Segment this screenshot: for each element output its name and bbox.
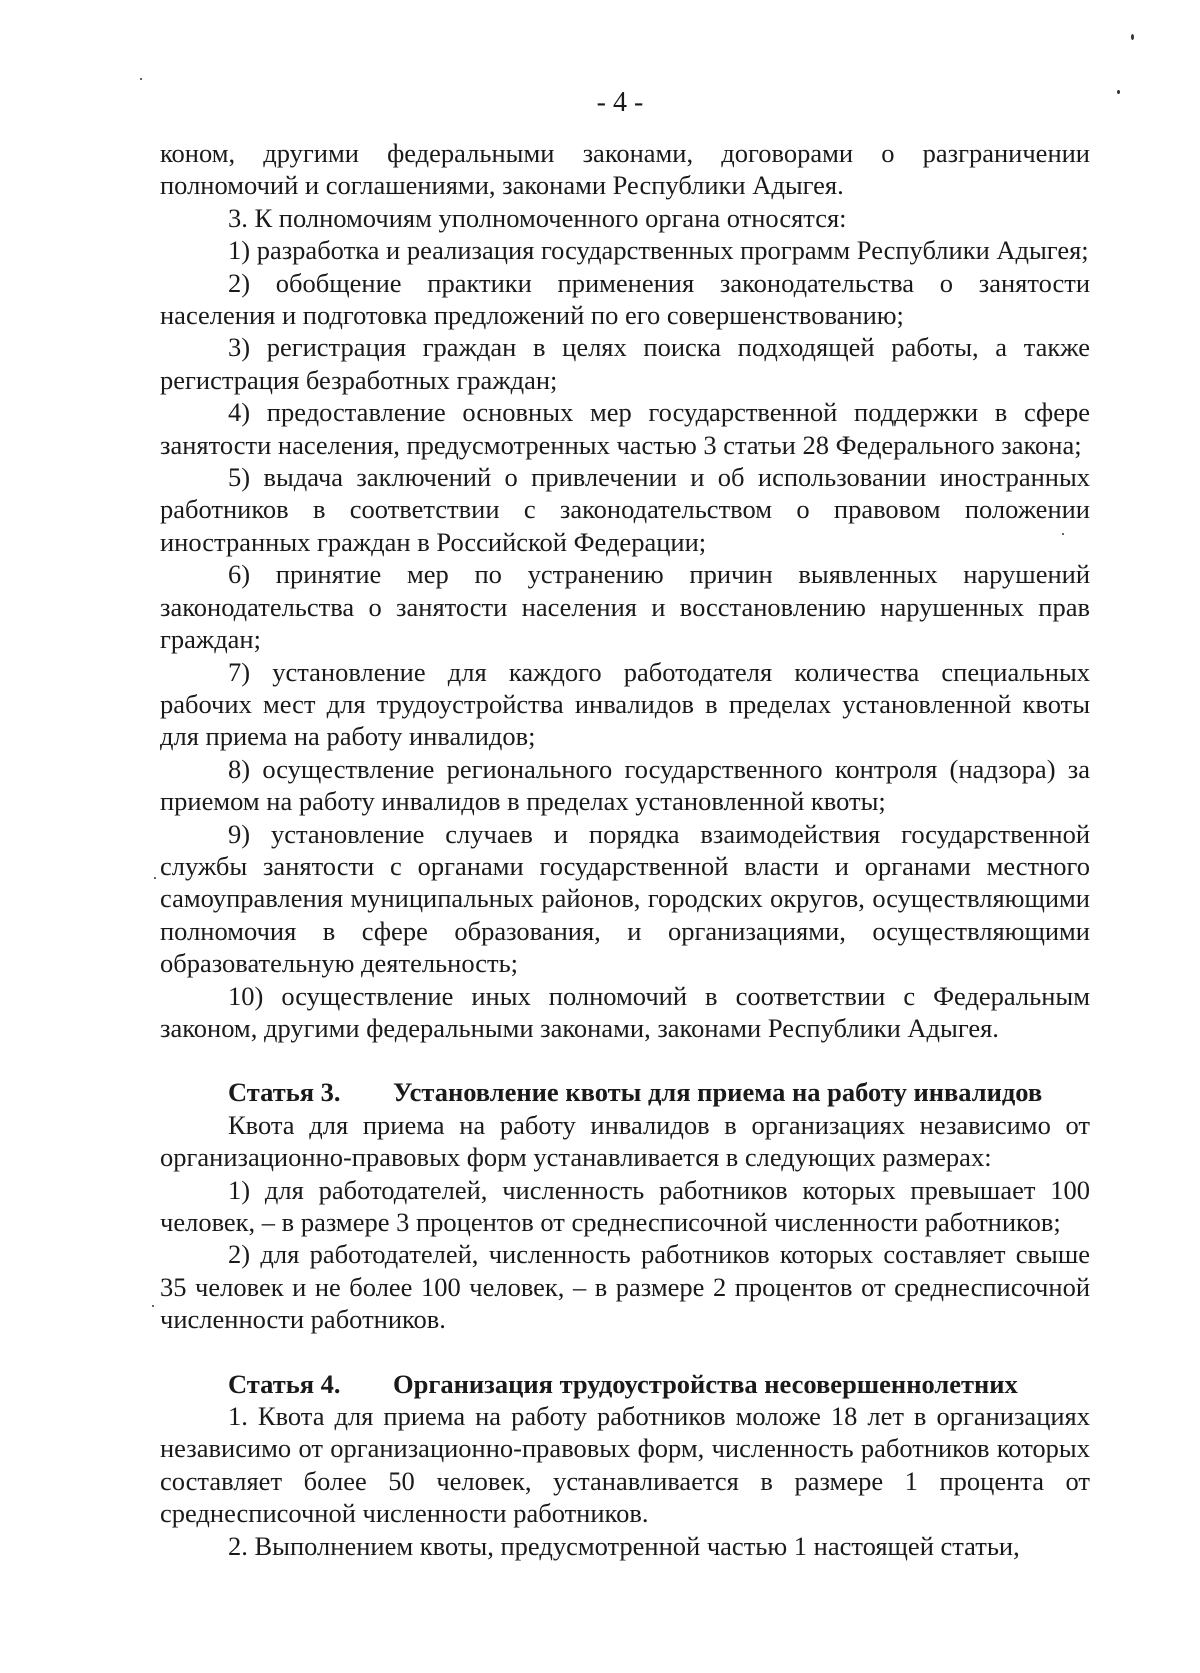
page-number: - 4 - (596, 87, 644, 118)
paragraph: 6) принятие мер по устранению причин выявленных нарушений законодательства о занятости населения и восстановлению нарушенных прав граждан; (160, 559, 1090, 655)
paragraph: 4) предоставление основных мер государственной поддержки в сфере занятости населения, предусмотренных частью 3 статьи 28 Федерального закона; (160, 397, 1090, 460)
paragraph: коном, другими федеральными законами, договорами о разграничении полномочий и соглашениями, законами Республики Адыгея. (160, 138, 1090, 201)
document-body (160, 137, 1090, 1562)
paragraph: 5) выдача заключений о привлечении и об использовании иностранных работников в соответствии с законодательством о правовом положении иностранных граждан в Российской Федерации; (160, 462, 1090, 557)
paragraph: 8) осуществление регионального государственного контроля (надзора) за приемом на работу инвалидов в пределах установленной квоты; (160, 753, 1090, 817)
article-title: Установление квоты для приема на работу инвалидов (393, 1077, 1043, 1108)
section-spacer (160, 1044, 1090, 1076)
paragraph: 2. Выполнением квоты, предусмотренной частью 1 настоящей статьи, (228, 1530, 1020, 1561)
paragraph: 10) осуществление иных полномочий в соответствии с Федеральным законом, другими федеральными законами, законами Республики Адыгея. (160, 980, 1090, 1043)
paragraph: 2) для работодателей, численность работников которых составляет свыше 35 человек и не более 100 человек, – в размере 2 процентов от среднесписочной численности работников. (160, 1239, 1090, 1335)
article-number: Статья 3. (228, 1077, 341, 1108)
paragraph: 7) установление для каждого работодателя количества специальных рабочих мест для трудоустройства инвалидов в пределах установленной квоты для приема на работу инвалидов; (160, 656, 1090, 752)
paragraph: 3) регистрация граждан в целях поиска подходящей работы, а также регистрация безработных граждан; (160, 332, 1090, 395)
paragraph: 1) разработка и реализация государственных программ Республики Адыгея; (228, 235, 1089, 266)
paragraph: 3. К полномочиям уполномоченного органа относятся: (228, 202, 847, 233)
paragraph: 1. Квота для приема на работу работников моложе 18 лет в организациях независимо от организационно-правовых форм, численность работников которых составляет более 50 человек, устанавливается в размере 1 процента от среднесписочной численности работников. (160, 1401, 1090, 1529)
paragraph: 1) для работодателей, численность работников которых превышает 100 человек, – в размере 3 процентов от среднесписочной численности работников; (160, 1174, 1090, 1237)
article-heading (160, 1368, 1090, 1400)
paragraph: Квота для приема на работу инвалидов в организациях независимо от организационно-правовых форм устанавливается в следующих размерах: (160, 1109, 1090, 1173)
article-heading (160, 1076, 1090, 1108)
article-title: Организация трудоустройства несовершеннолетних (393, 1368, 1018, 1399)
section-spacer (160, 1336, 1090, 1368)
paragraph: 2) обобщение практики применения законодательства о занятости населения и подготовка предложений по его совершенствованию; (160, 267, 1090, 331)
article-number: Статья 4. (228, 1368, 341, 1399)
paragraph: 9) установление случаев и порядка взаимодействия государственной службы занятости с органами государственной власти и органами местного самоуправления муниципальных районов, городских округов, осуществляющими полномочия в сфере образования, и организациями, осуществляющими образовательную деятельность; (160, 818, 1090, 979)
